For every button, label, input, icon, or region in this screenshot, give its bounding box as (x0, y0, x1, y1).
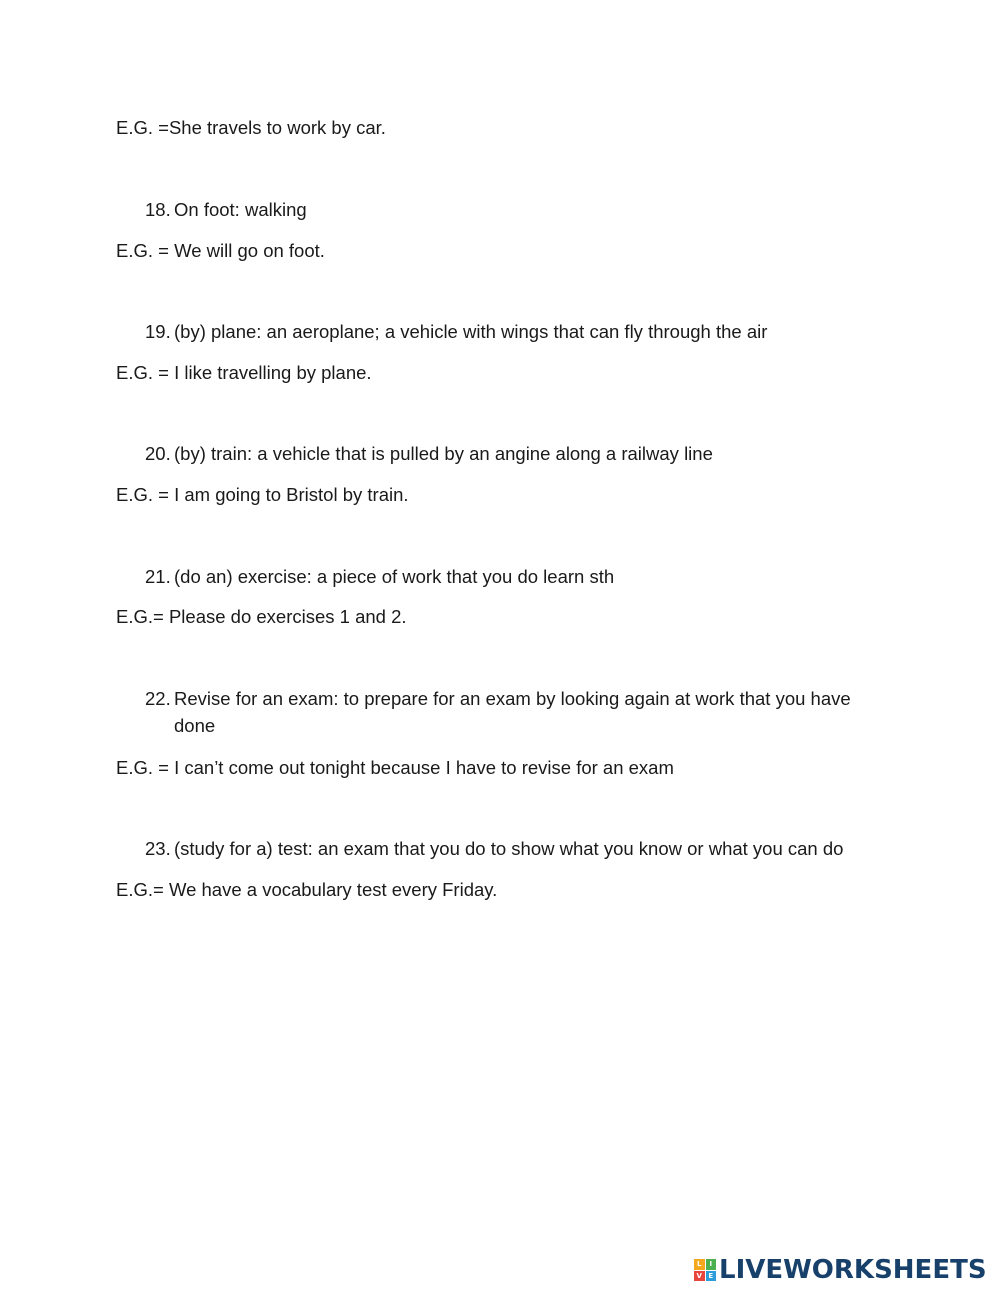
item-number: 19. (145, 321, 171, 342)
item-definition: (by) train: a vehicle that is pulled by an angine along a railway line (174, 443, 713, 464)
example-sentence: E.G. = I am going to Bristol by train. (116, 484, 409, 505)
example-sentence: E.G. = I like travelling by plane. (116, 362, 372, 383)
liveworksheets-icon (694, 1259, 716, 1281)
example-sentence: E.G. =She travels to work by car. (116, 117, 386, 138)
vocabulary-item-18 (145, 196, 865, 223)
item-definition: (do an) exercise: a piece of work that you do learn sth (174, 566, 615, 587)
logo-letter: E (706, 1271, 717, 1282)
liveworksheets-logo (694, 1255, 987, 1285)
vocabulary-item-20 (145, 440, 865, 467)
logo-letter: V (694, 1271, 705, 1282)
item-number: 21. (145, 566, 171, 587)
item-definition: (study for a) test: an exam that you do to show what you know or what you can do (174, 838, 844, 859)
item-definition: (by) plane: an aeroplane; a vehicle with wings that can fly through the air (174, 321, 768, 342)
vocabulary-item-23 (145, 835, 865, 862)
logo-letter: I (706, 1259, 717, 1270)
vocabulary-item-21 (145, 563, 865, 590)
item-definition: Revise for an exam: to prepare for an exam by looking again at work that you have done (174, 688, 851, 736)
example-sentence: E.G. = I can’t come out tonight because I have to revise for an exam (116, 757, 674, 778)
item-number: 22. (145, 688, 171, 709)
item-definition: On foot: walking (174, 199, 307, 220)
logo-letter: L (694, 1259, 705, 1270)
vocabulary-item-22 (145, 685, 853, 739)
vocabulary-item-19 (145, 318, 865, 345)
example-sentence: E.G.= Please do exercises 1 and 2. (116, 606, 407, 627)
item-number: 23. (145, 838, 171, 859)
example-sentence: E.G. = We will go on foot. (116, 240, 325, 261)
item-number: 20. (145, 443, 171, 464)
item-number: 18. (145, 199, 171, 220)
example-sentence: E.G.= We have a vocabulary test every Friday. (116, 879, 498, 900)
brand-name: LIVEWORKSHEETS (719, 1255, 987, 1285)
